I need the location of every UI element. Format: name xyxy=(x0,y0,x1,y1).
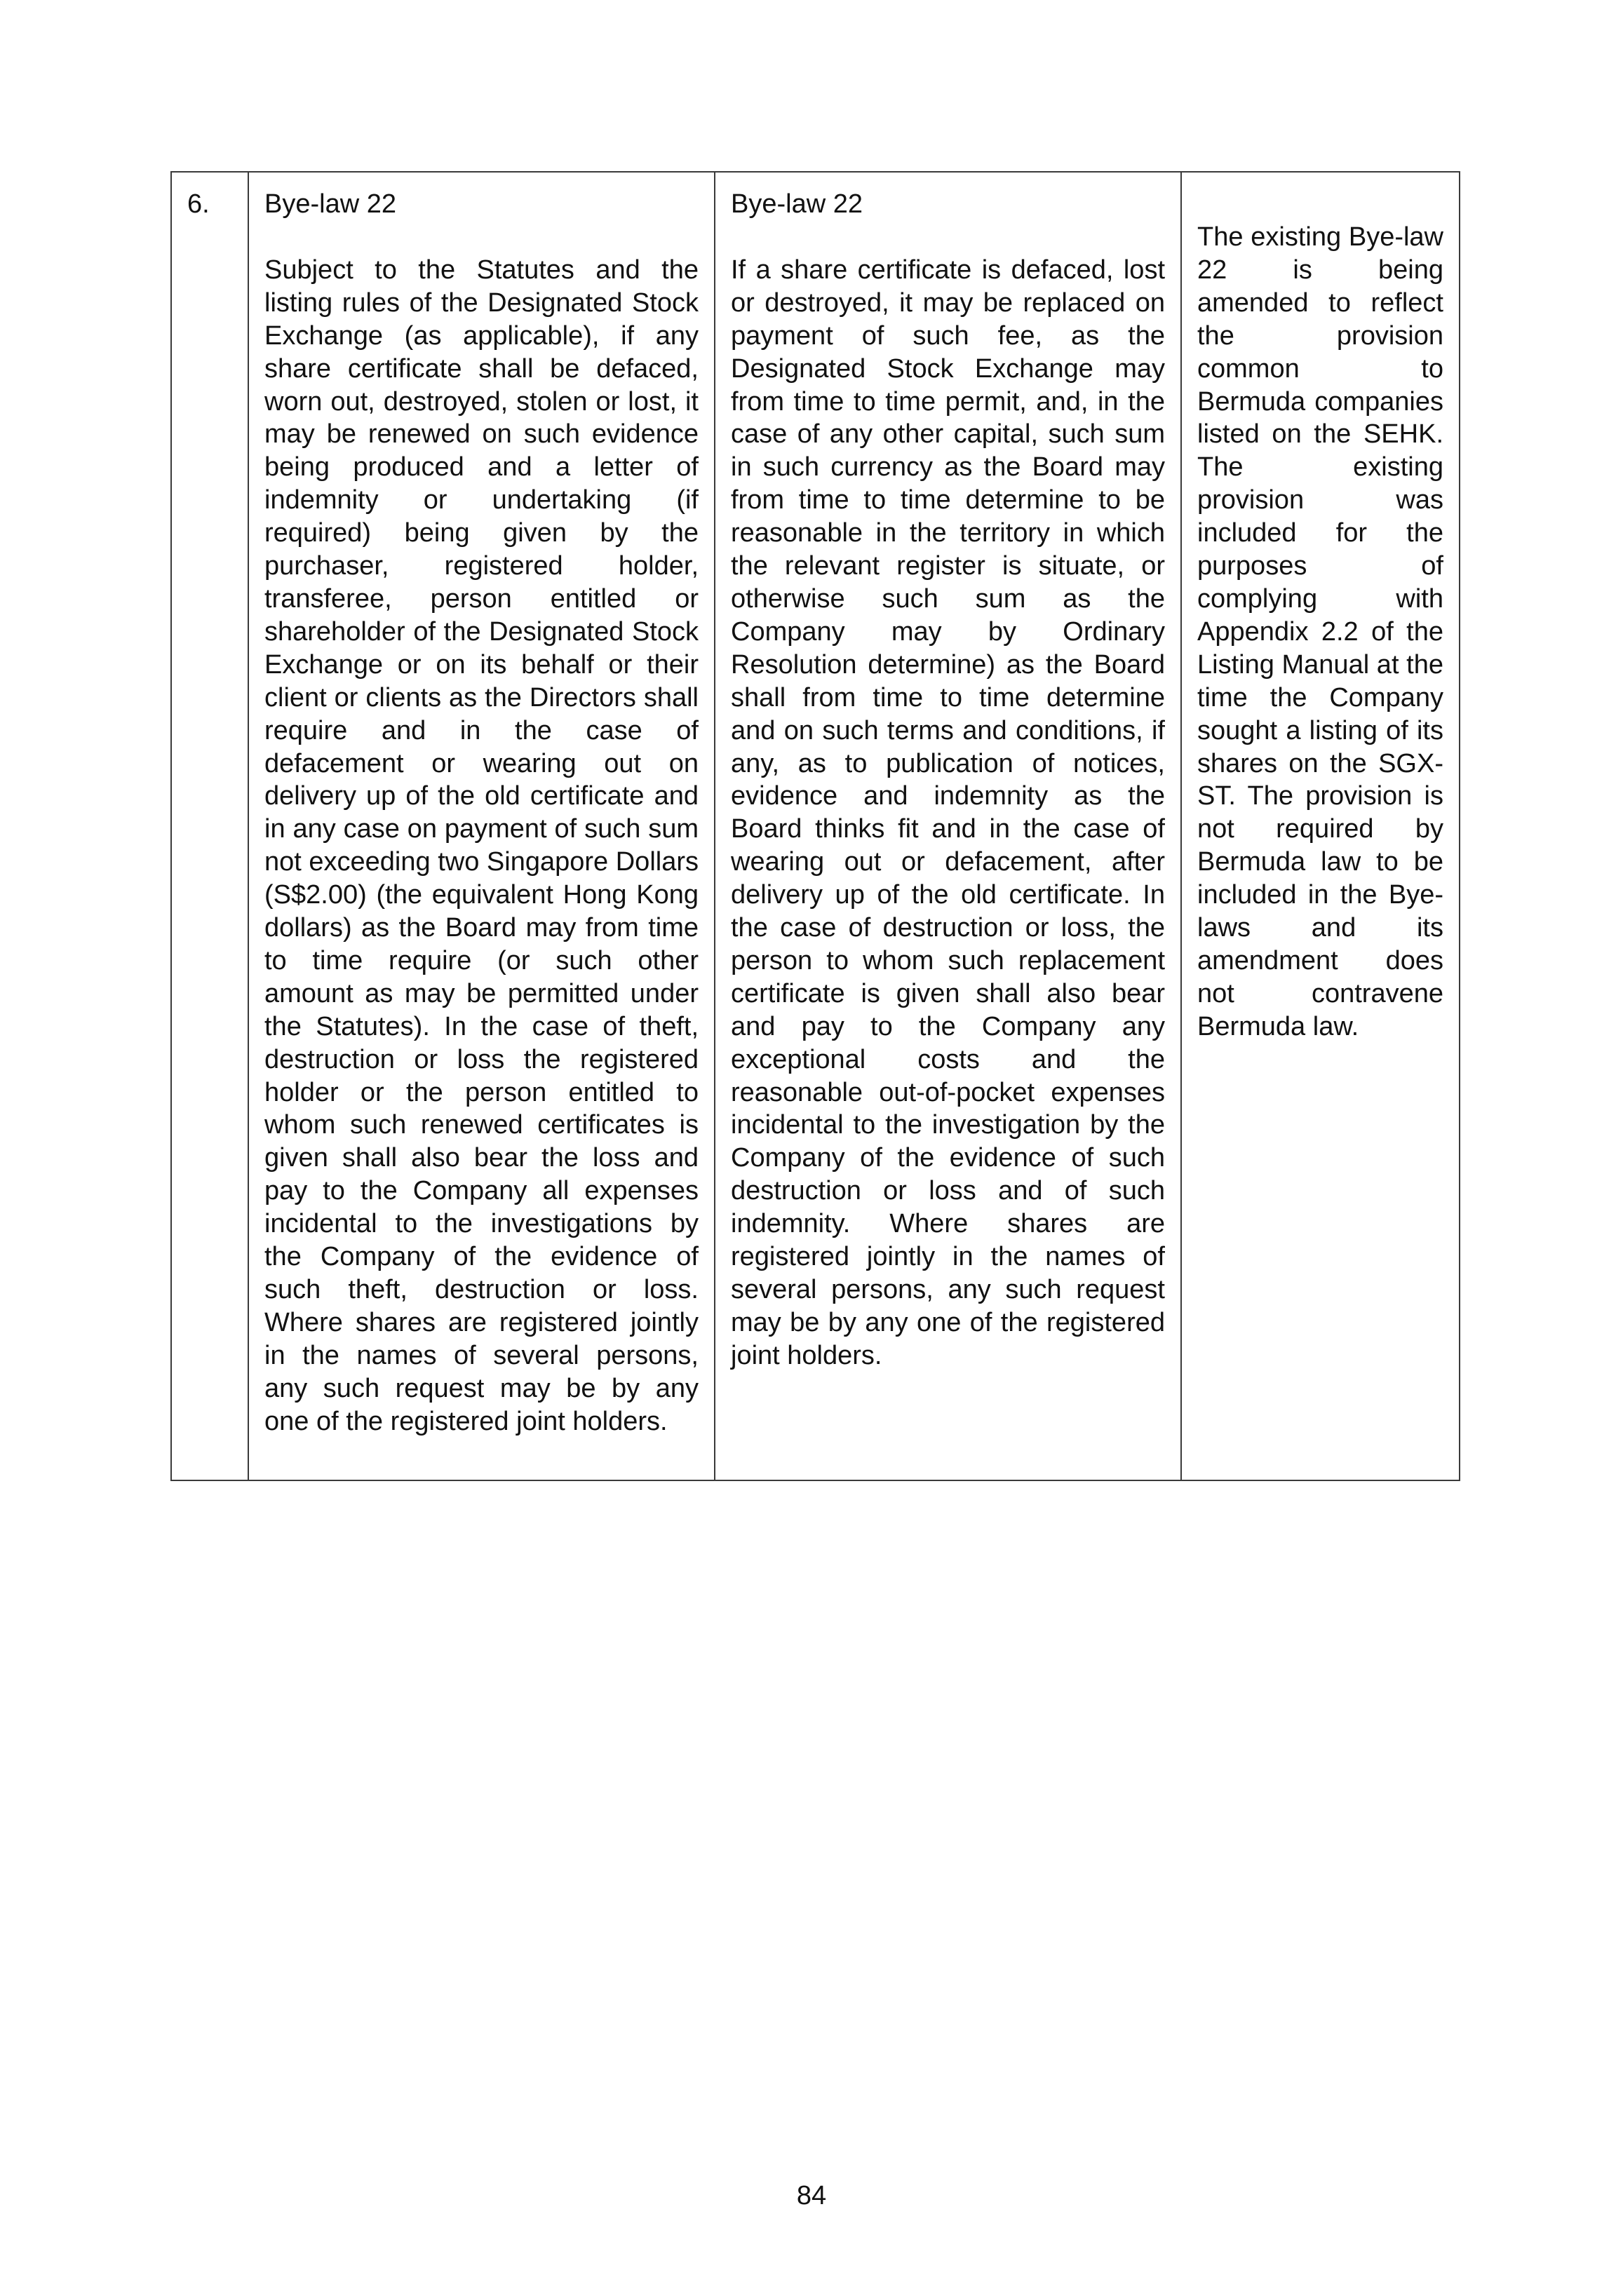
amended-bye-law-text: If a share certificate is defaced, lost or destroyed, it may be replaced on payment of such fee, as the Designated Stock Exchange may from time to time permit, and, in the case of any other capital, such sum in such currency as the Board may from time to time determine to be reasonable in the territory in which the relevant register is situate, or otherwise such sum as the Company may by Ordinary Resolution determine) as the Board shall from time to time determine and on such terms and conditions, if any, as to publication of notices, evidence and indemnity as the Board thinks fit and in the case of wearing out or defacement, after delivery up of the old certificate. In the case of destruction or loss, the person to whom such replacement certificate is given shall also bear and pay to the Company any exceptional costs and the reasonable out-of-pocket expenses incidental to the investigation by the Company of the evidence of such destruction or loss and of such indemnity. Where shares are registered jointly in the names of several persons, any such request may be by any one of the registered joint holders. xyxy=(731,255,1165,1370)
amended-bye-law-cell xyxy=(715,172,1181,1480)
existing-bye-law-text: Subject to the Statutes and the listing rules of the Designated Stock Exchange (as applicable), if any share certificate shall be defaced, worn out, destroyed, stolen or lost, it may be renewed on such evidence being produced and a letter of indemnity or undertaking (if required) being given by the purchaser, registered holder, transferee, person entitled or shareholder of the Designated Stock Exchange or on its behalf or their client or clients as the Directors shall require and in the case of defacement or wearing out on delivery up of the old certificate and in any case on payment of such sum not exceeding two Singapore Dollars (S$2.00) (the equivalent Hong Kong dollars) as the Board may from time to time require (or such other amount as may be permitted under the Statutes). In the case of theft, destruction or loss the registered holder or the person entitled to whom such renewed certificates is given shall also bear the loss and pay to the Company all expenses incidental to the investigations by the Company of the evidence of such theft, destruction or loss. Where shares are registered jointly in the names of several persons, any such request may be by any one of the registered joint holders. xyxy=(264,255,699,1436)
bye-law-comparison-table xyxy=(170,171,1460,1481)
row-number-cell xyxy=(171,172,248,1480)
row-number: 6. xyxy=(187,189,210,219)
amended-bye-law-heading: Bye-law 22 xyxy=(731,189,863,219)
existing-bye-law-heading: Bye-law 22 xyxy=(264,189,396,219)
existing-bye-law-cell xyxy=(248,172,715,1480)
explanation-text: The existing Bye-law 22 is being amended to reflect the provision common to Bermuda companies listed on the SEHK. The existing provision was included for the purposes of complying with Appendix 2.2 of the Listing Manual at the time the Company sought a listing of its shares on the SGX-ST. The provision is not required by Bermuda law to be included in the Bye-laws and its amendment does not contravene Bermuda law. xyxy=(1197,222,1443,1041)
table-row xyxy=(171,172,1460,1480)
page-number: 84 xyxy=(796,2181,827,2210)
explanation-cell xyxy=(1181,172,1460,1480)
